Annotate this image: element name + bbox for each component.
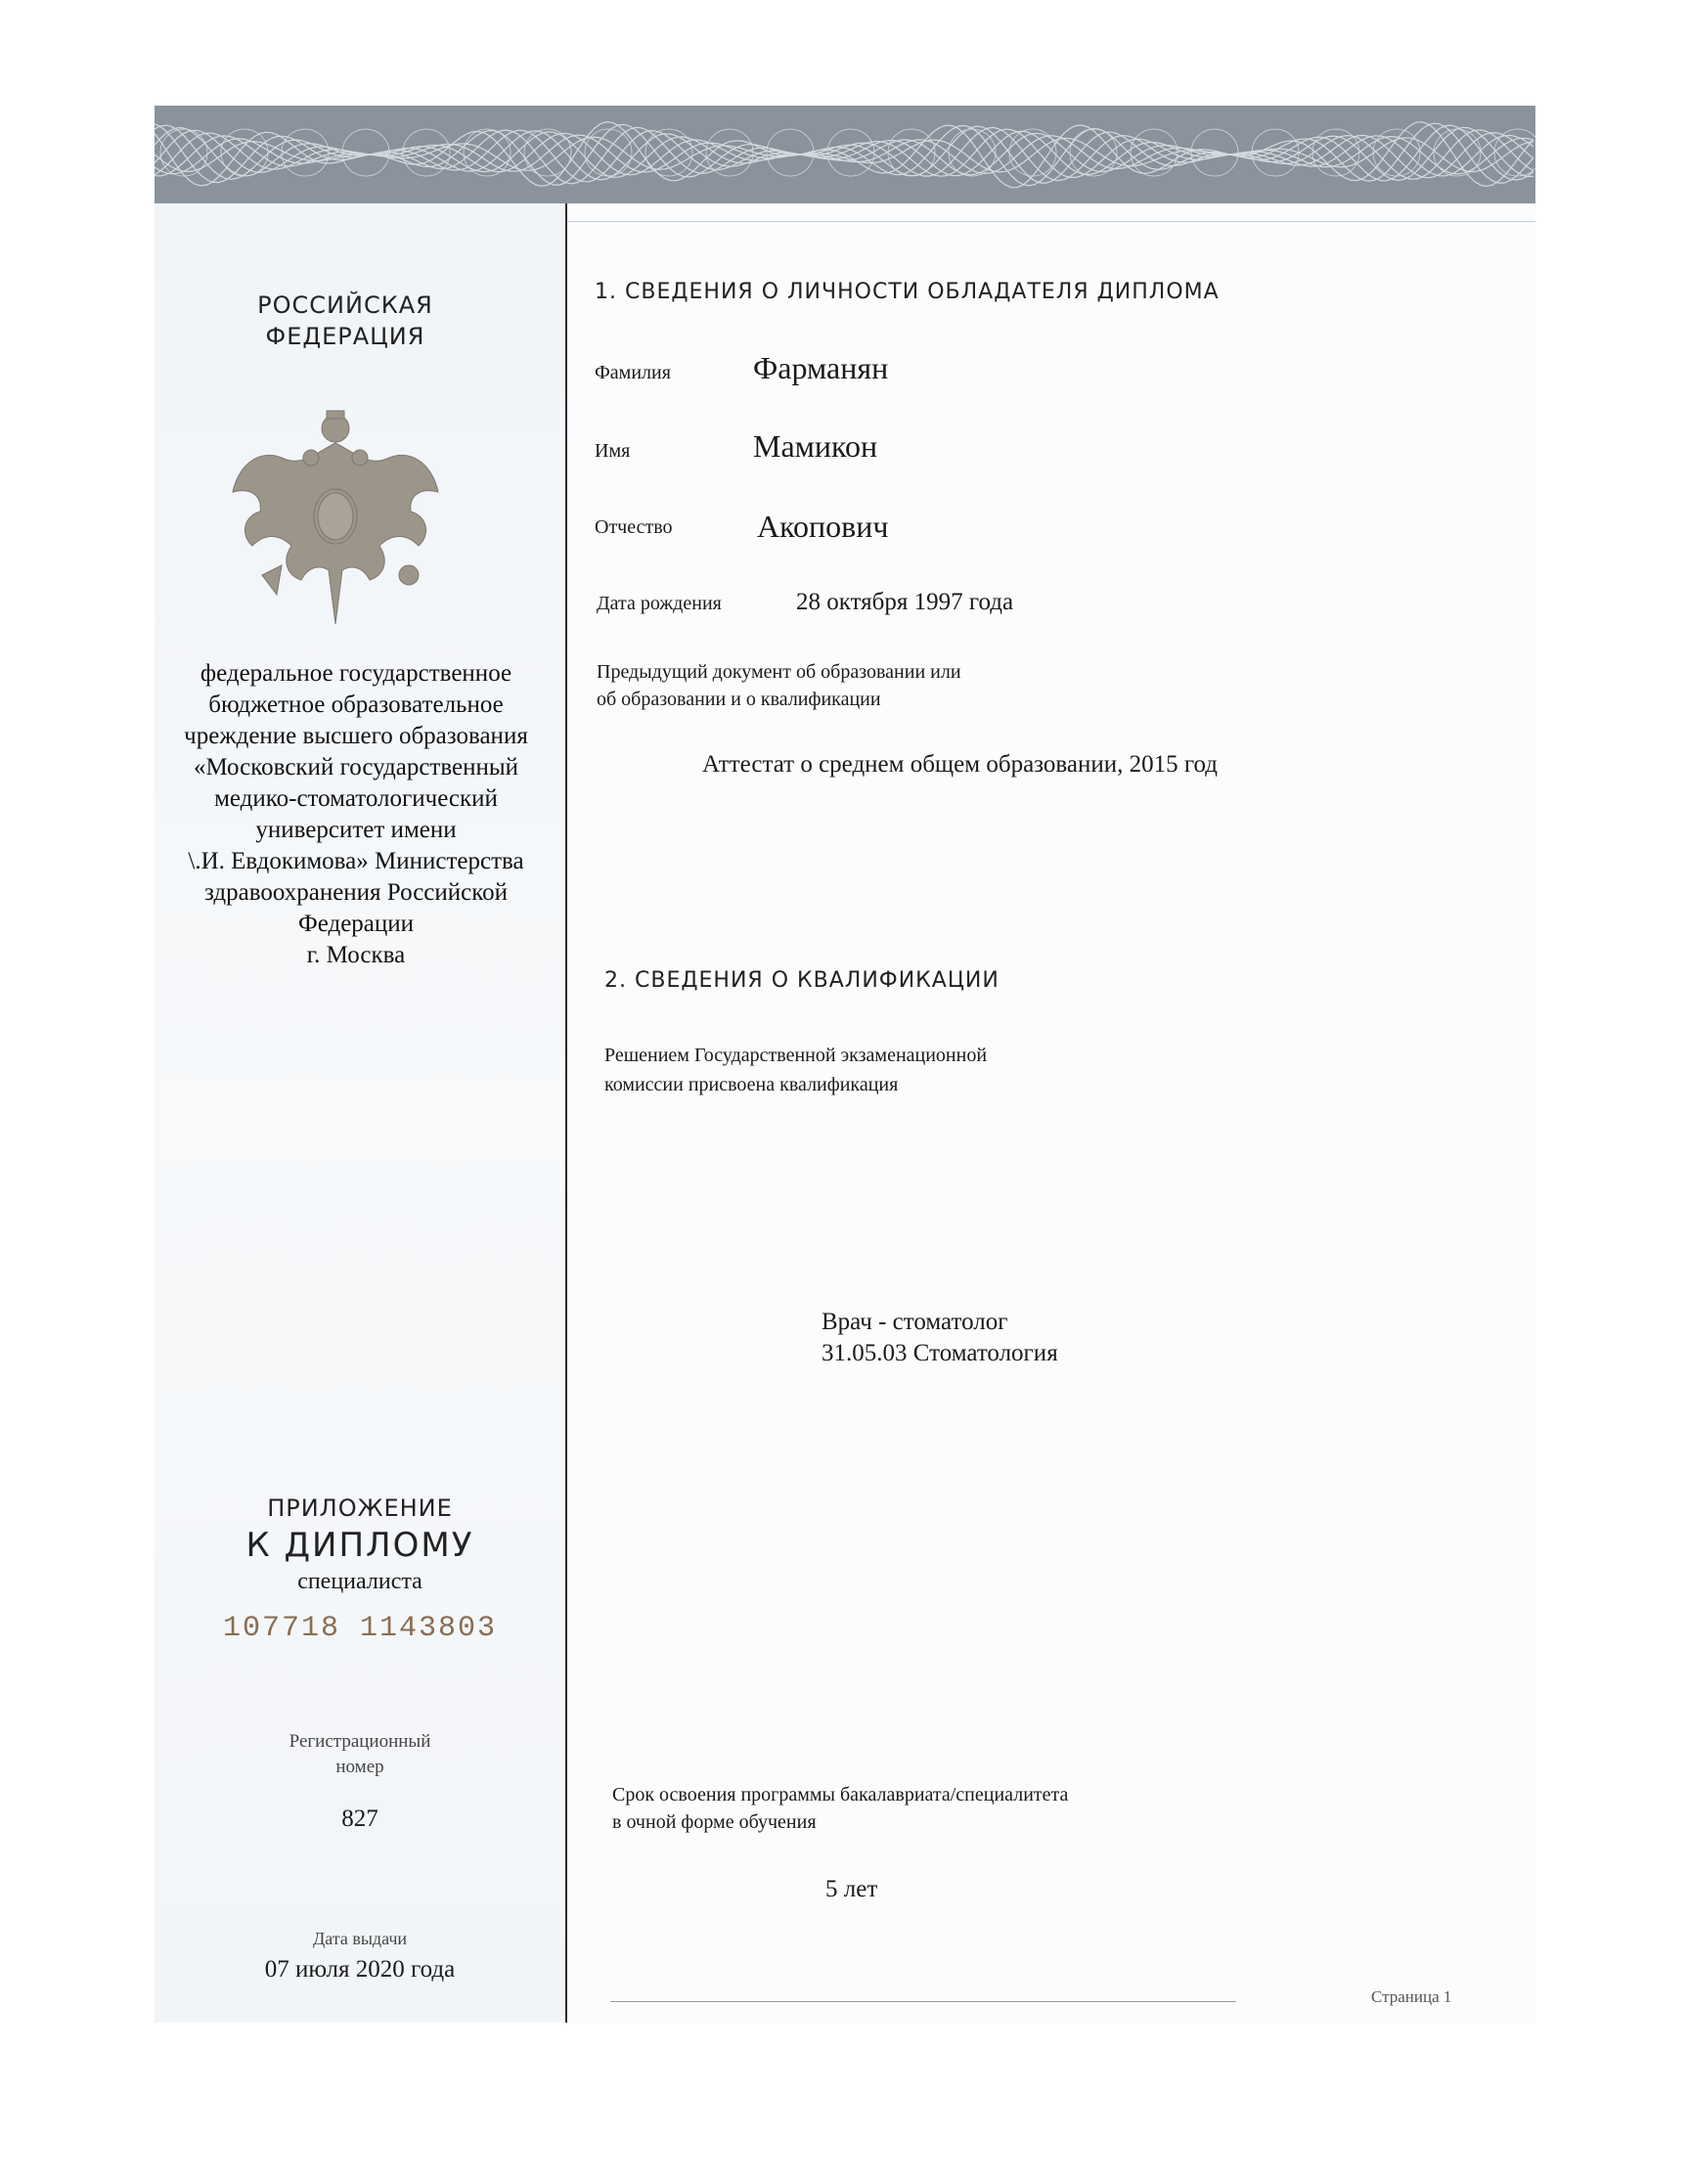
country-line-2: ФЕДЕРАЦИЯ	[265, 323, 425, 350]
organization-line: здравоохранения Российской	[203, 879, 509, 906]
qualification-decision-line-2: комиссии присвоена квалификация	[604, 1074, 899, 1095]
qualification-value: Врач - стоматолог	[822, 1309, 1008, 1335]
guilloche-pattern	[155, 106, 1535, 203]
organization-line: \.И. Евдокимова» Министерства	[188, 848, 524, 874]
page-number: Страница 1	[1371, 1987, 1452, 2006]
name-value: Мамикон	[753, 428, 878, 464]
patronymic-label: Отчество	[595, 516, 673, 538]
organization-line: бюджетное образовательное	[208, 691, 504, 718]
organization-line: университет имени	[255, 817, 457, 843]
study-term-value: 5 лет	[825, 1876, 878, 1902]
section-2-title: 2. СВЕДЕНИЯ О КВАЛИФИКАЦИИ	[604, 968, 999, 993]
supplement-title-line-1: ПРИЛОЖЕНИЕ	[267, 1494, 453, 1522]
supplement-title-line-2: К ДИПЛОМУ	[245, 1526, 474, 1565]
organization-line: медико-стоматологический	[214, 785, 498, 812]
surname-value: Фарманян	[753, 350, 889, 385]
diploma-number: 107718 1143803	[222, 1612, 498, 1645]
study-term-label-line-1: Срок освоения программы бакалавриата/специалитета	[612, 1784, 1069, 1805]
prev-document-label-line-2: об образовании и о квалификации	[597, 689, 881, 710]
supplement-type: специалиста	[297, 1569, 422, 1594]
guilloche-banner	[155, 106, 1535, 203]
study-term-label-line-2: в очной форме обучения	[612, 1811, 817, 1833]
organization-line: чреждение высшего образования	[184, 723, 528, 749]
qualification-decision-line-1: Решением Государственной экзаменационной	[604, 1045, 988, 1066]
organization-line: «Московский государственный	[193, 754, 519, 780]
organization-line: федеральное государственное	[200, 660, 512, 687]
birth-date-value: 28 октября 1997 года	[796, 589, 1014, 615]
organization-name	[155, 658, 557, 971]
coat-of-arms-emblem	[223, 399, 448, 634]
issue-date-label: Дата выдачи	[312, 1929, 408, 1948]
reg-number-label-line-2: номер	[335, 1757, 384, 1777]
issue-date: 07 июля 2020 года	[264, 1956, 456, 1983]
organization-line: г. Москва	[306, 942, 406, 968]
prev-document-label-line-1: Предыдущий документ об образовании или	[597, 661, 961, 683]
country-line-1: РОССИЙСКАЯ	[257, 291, 433, 319]
reg-number: 827	[341, 1805, 378, 1832]
name-label: Имя	[595, 440, 631, 462]
surname-label: Фамилия	[595, 362, 671, 383]
reg-number-label-line-1: Регистрационный	[289, 1731, 431, 1752]
prev-document-value: Аттестат о среднем общем образовании, 2015 год	[702, 751, 1218, 778]
specialty-value: 31.05.03 Стоматология	[822, 1340, 1058, 1366]
diploma-supplement-page	[155, 106, 1535, 2023]
organization-line: Федерации	[297, 911, 415, 937]
signature-line	[610, 2001, 1236, 2002]
column-divider	[565, 203, 567, 2023]
patronymic-value: Акопович	[757, 509, 889, 544]
section-1-title: 1. СВЕДЕНИЯ О ЛИЧНОСТИ ОБЛАДАТЕЛЯ ДИПЛОМА	[595, 280, 1220, 304]
birth-date-label: Дата рождения	[597, 593, 722, 614]
